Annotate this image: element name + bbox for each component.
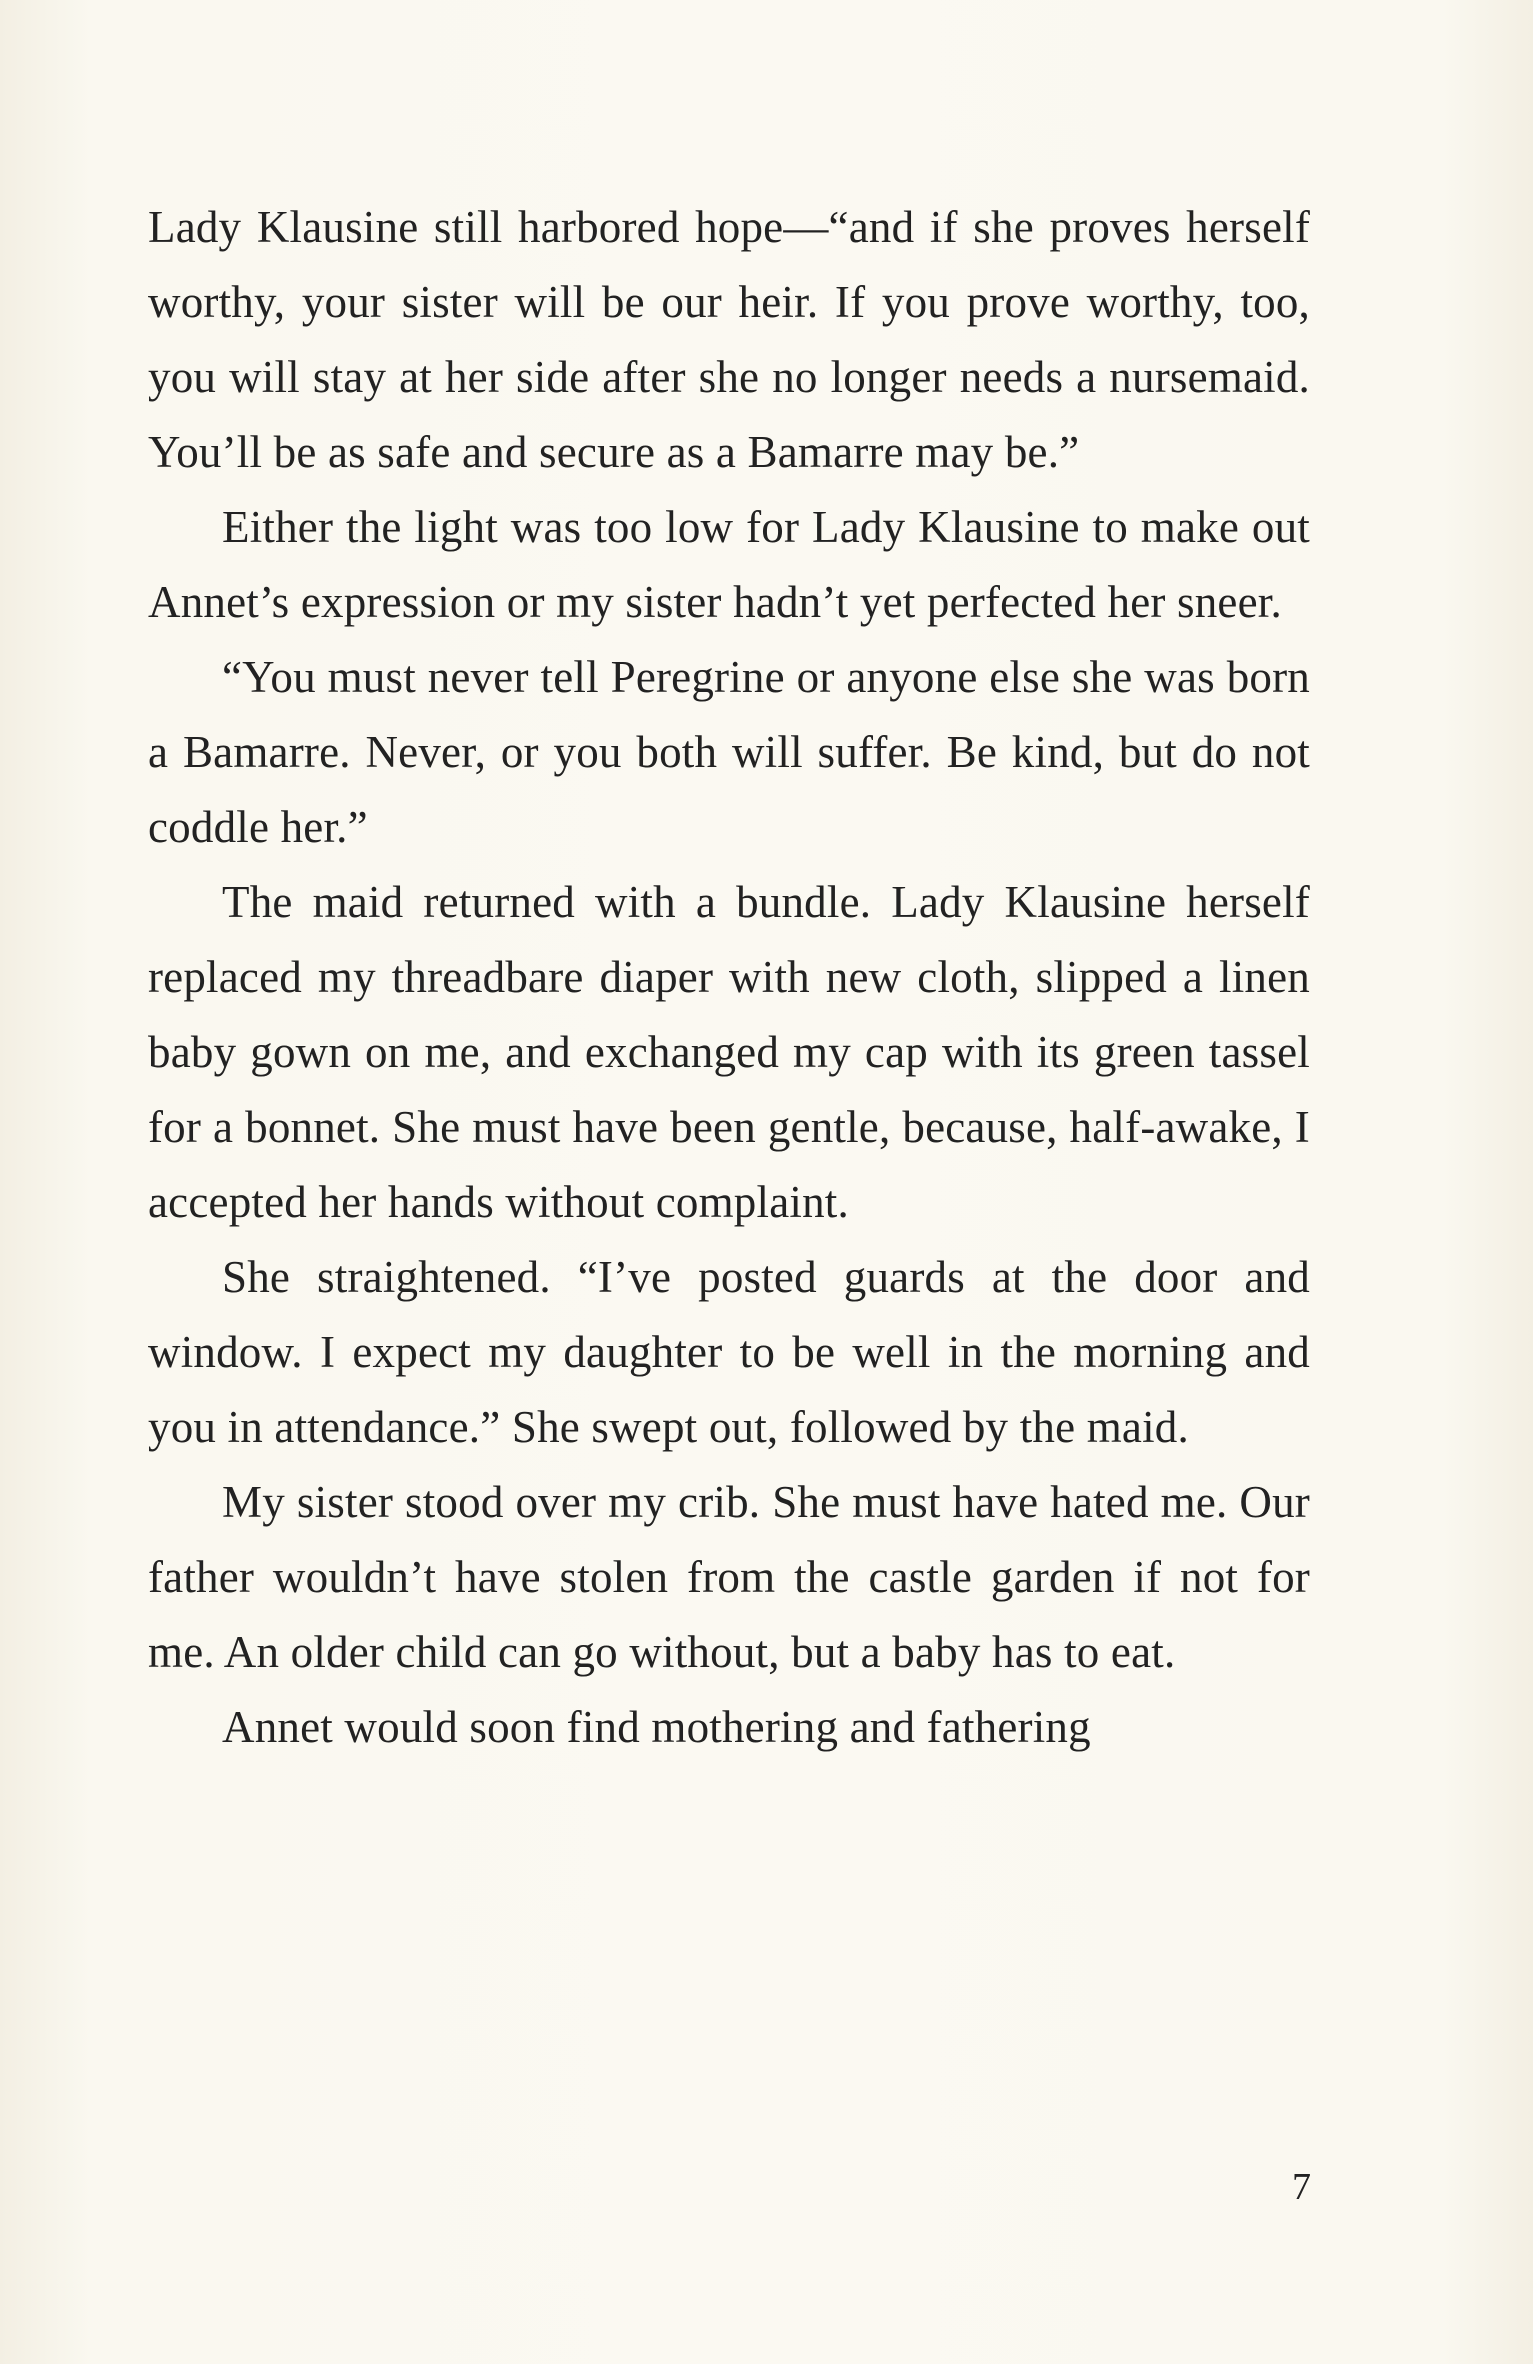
paragraph-1: Lady Klausine still harbored hope—“and if she proves herself worthy, your sister will be our heir. If you prove worthy, too, you will stay at her side after she no longer needs a nursemaid. You’ll be as safe and secure as a Bamarre may be.” xyxy=(148,202,1310,477)
body-text xyxy=(148,190,1310,1765)
paragraph-6: My sister stood over my crib. She must have hated me. Our father wouldn’t have stolen from the castle garden if not for me. An older child can go without, but a baby has to eat. xyxy=(148,1477,1310,1677)
paragraph-3: “You must never tell Peregrine or anyone else she was born a Bamarre. Never, or you both will suffer. Be kind, but do not coddle her.” xyxy=(148,652,1310,852)
paragraph-2: Either the light was too low for Lady Klausine to make out Annet’s expression or my sister hadn’t yet perfected her sneer. xyxy=(148,502,1310,627)
paragraph-5: She straightened. “I’ve posted guards at the door and window. I expect my daughter to be well in the morning and you in attendance.” She swept out, followed by the maid. xyxy=(148,1252,1310,1452)
paragraph-7: Annet would soon find mothering and fathering xyxy=(222,1702,1091,1752)
page-number: 7 xyxy=(1292,2166,1311,2208)
paragraph-4: The maid returned with a bundle. Lady Klausine herself replaced my threadbare diaper with new cloth, slipped a linen baby gown on me, and exchanged my cap with its green tassel for a bonnet. She must have been gentle, because, half-awake, I accepted her hands without complaint. xyxy=(148,877,1310,1227)
